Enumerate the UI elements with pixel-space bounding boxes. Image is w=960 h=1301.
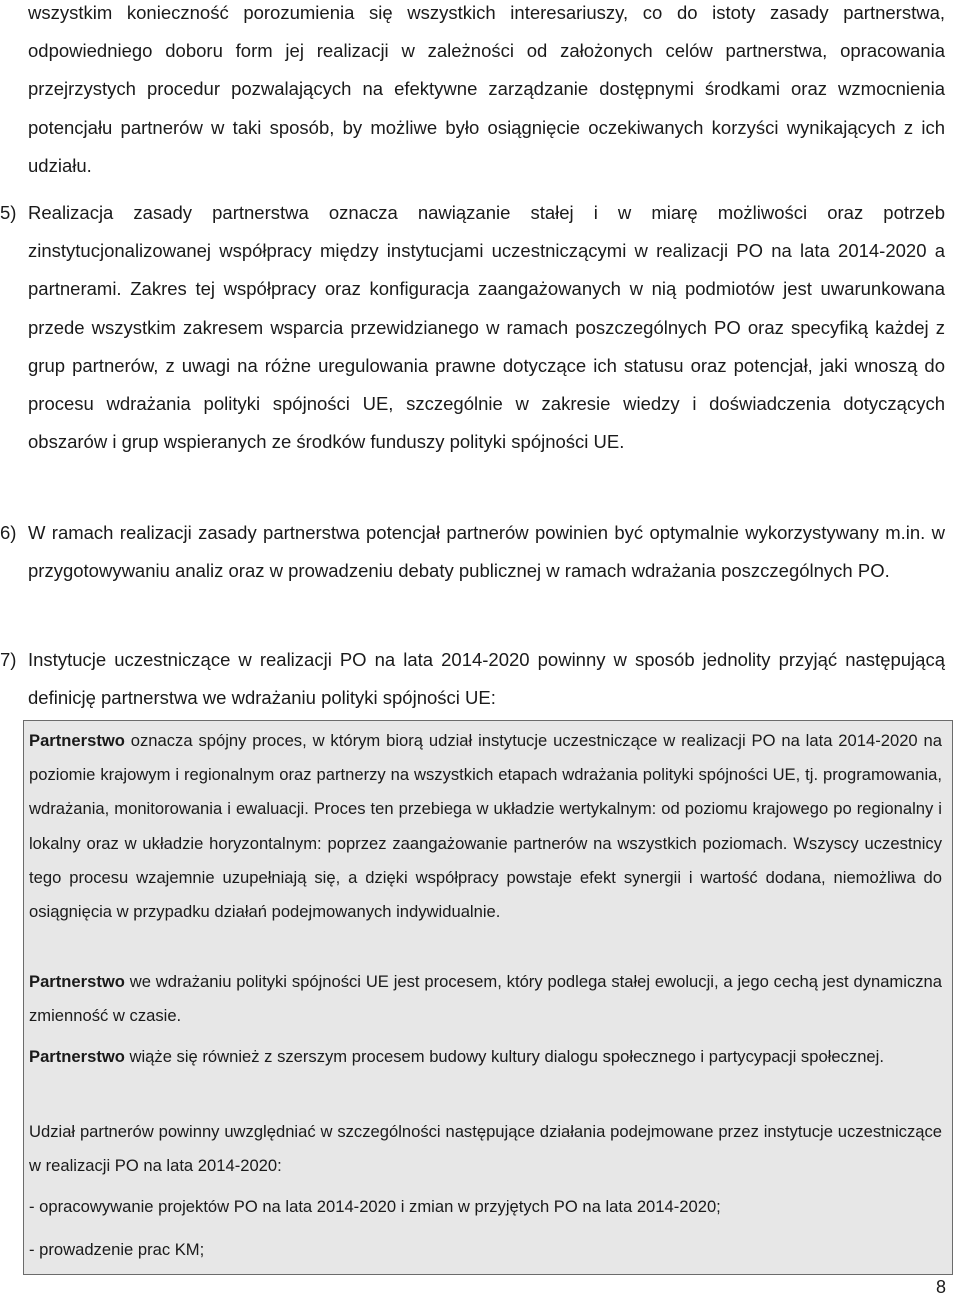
list-item-number: 5) [0, 202, 17, 223]
definition-bullet-2: - prowadzenie prac KM; [29, 1240, 205, 1259]
list-item-text: Instytucje uczestniczące w realizacji PO na lata 2014-2020 powinny w sposób jednolity przyjąć następującą definicję partnerstwa we wdrażaniu polityki spójności UE: [28, 649, 945, 709]
page-number: 8 [935, 1277, 946, 1297]
list-item-number: 7) [0, 649, 17, 670]
definition-text: oznacza spójny proces, w którym biorą udział instytucje uczestniczące w realizacji PO na lata 2014-2020 na poziomie krajowym i regionalnym oraz partnerzy na wszystkich etapach wdrażania polityki spójności UE, tj. programowania, wdrażania, monitorowania i ewaluacji. Proces ten przebiega w układzie wertykalnym: od poziomu krajowego po regionalny i lokalny oraz w układzie horyzontalnym: poprzez zaangażowanie partnerów na wszystkich poziomach. Wszyscy uczestnicy tego procesu wzajemnie uzupełniają się, a dzięki współpracy powstaje efekt synergii i wartość dodana, niemożliwa do osiągnięcia w przypadku działań podejmowanych indywidualnie. [29, 731, 942, 922]
list-item-text: W ramach realizacji zasady partnerstwa potencjał partnerów powinien być optymalnie wykorzystywany m.in. w przygotowywaniu analiz oraz w prowadzeniu debaty publicznej w ramach wdrażania poszczególnych PO. [28, 522, 945, 582]
definition-paragraph-1 [29, 724, 942, 929]
definition-term: Partnerstwo [29, 731, 125, 750]
definition-box [23, 720, 953, 1275]
list-item-text: Realizacja zasady partnerstwa oznacza nawiązanie stałej i w miarę możliwości oraz potrzeb zinstytucjonalizowanej współpracy między instytucjami uczestniczącymi w realizacji PO na lata 2014-2020 a partnerami. Zakres tej współpracy oraz konfiguracja zaangażowanych w nią podmiotów jest uwarunkowana przede wszystkim zakresem wsparcia przewidzianego w ramach poszczególnych PO oraz specyfiką każdej z grup partnerów, z uwagi na różne uregulowania prawne dotyczące ich statusu oraz potencjał, jaki wnoszą do procesu wdrażania polityki spójności UE, szczególnie w zakresie wiedzy i doświadczenia dotyczących obszarów i grup wspieranych ze środków funduszy polityki spójności UE. [28, 202, 945, 453]
intro-paragraph: wszystkim konieczność porozumienia się wszystkich interesariuszy, co do istoty zasady partnerstwa, odpowiedniego doboru form jej realizacji w zależności od założonych celów partnerstwa, opracowania przejrzystych procedur pozwalających na efektywne zarządzanie dostępnymi środkami oraz wzmocnienia potencjału partnerów w taki sposób, by możliwe było osiągnięcie oczekiwanych korzyści wynikających z ich udziału. [28, 2, 945, 176]
definition-paragraph-4: Udział partnerów powinny uwzględniać w szczególności następujące działania podejmowane przez instytucje uczestniczące w realizacji PO na lata 2014-2020: [29, 1122, 942, 1176]
definition-paragraph-3 [29, 1040, 942, 1074]
definition-term: Partnerstwo [29, 1047, 125, 1066]
definition-text: wiąże się również z szerszym procesem budowy kultury dialogu społecznego i partycypacji społecznej. [124, 1047, 884, 1066]
definition-bullet-1: - opracowywanie projektów PO na lata 2014-2020 i zmian w przyjętych PO na lata 2014-2020; [29, 1197, 721, 1216]
list-item-6 [0, 514, 945, 590]
definition-text: we wdrażaniu polityki spójności UE jest procesem, który podlega stałej ewolucji, a jego cechą jest dynamiczna zmienność w czasie. [29, 972, 942, 1026]
list-item-number: 6) [0, 522, 17, 543]
definition-term: Partnerstwo [29, 972, 125, 991]
list-item-7 [0, 641, 945, 717]
list-item-5 [0, 194, 945, 461]
definition-paragraph-2 [29, 965, 942, 1033]
